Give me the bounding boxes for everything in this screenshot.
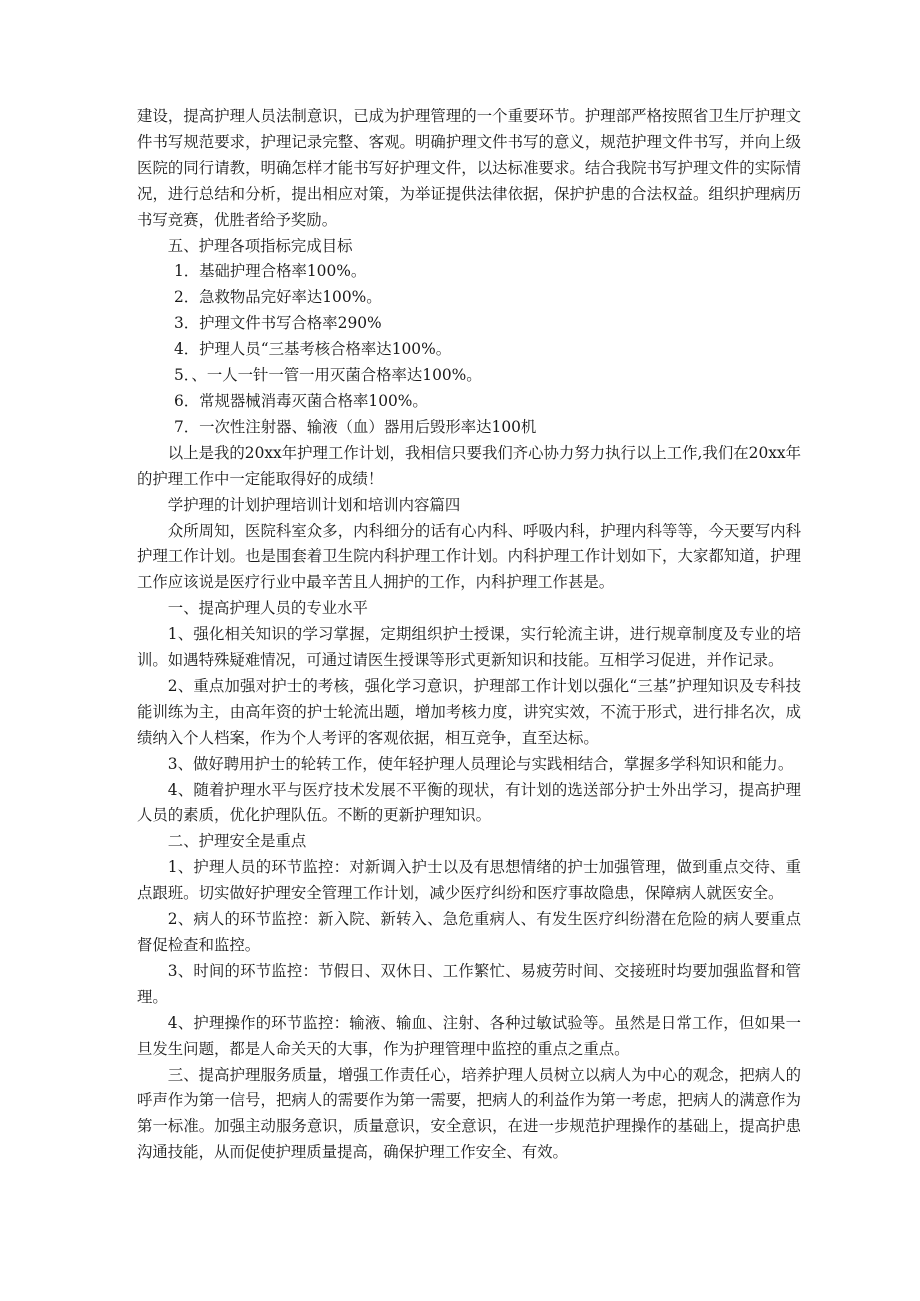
paragraph-professional-3: 3、做好聘用护士的轮转工作，使年轻护理人员理论与实践相结合，掌握多学科知识和能力。 (167, 754, 794, 773)
paragraph-safety-2: 2、病人的环节监控：新入院、新转入、急危重病人、有发生医疗纠纷潜在危险的病人要重点督促检查和监控。 (137, 910, 801, 954)
section-heading-safety: 二、护理安全是重点 (167, 832, 307, 851)
document-page (137, 104, 801, 1166)
target-item-7: 7．一次性注射器、输液（血）器用后毁形率达100机 (173, 417, 537, 436)
paragraph-conclusion: 以上是我的20xx年护理工作计划，我相信只要我们齐心协力努力执行以上工作,我们在20xx年的护理工作中一定能取得好的成绩！ (137, 443, 801, 488)
target-item-1: 1．基础护理合格率100%。 (173, 262, 367, 281)
target-item-3: 3．护理文件书写合格率290% (173, 314, 382, 333)
paragraph-safety-3: 3、时间的环节监控：节假日、双休日、工作繁忙、易疲劳时间、交接班时均要加强监督和管理。 (137, 961, 801, 1006)
target-item-2: 2．急救物品完好率达100%。 (173, 288, 382, 307)
paragraph-professional-4: 4、随着护理水平与医疗技术发展不平衡的现状，有计划的选送部分护士外出学习，提高护理人员的素质，优化护理队伍。不断的更新护理知识。 (137, 780, 801, 825)
section-heading-targets: 五、护理各项指标完成目标 (167, 236, 353, 255)
target-item-4: 4．护理人员“三基考核合格率达100%。 (173, 340, 452, 359)
target-item-6: 6．常规器械消毒灭菌合格率100%。 (173, 391, 428, 410)
section-heading-professional-level: 一、提高护理人员的专业水平 (167, 599, 368, 618)
paragraph-safety-1: 1、护理人员的环节监控：对新调入护士以及有思想情绪的护士加强管理，做到重点交待、重点跟班。切实做好护理安全管理工作计划，减少医疗纠纷和医疗事故隐患，保障病人就医安全。 (137, 858, 801, 903)
paragraph-service-quality: 三、提高护理服务质量，增强工作责任心，培养护理人员树立以病人为中心的观念，把病人的呼声作为第一信号，把病人的需要作为第一需要，把病人的利益作为第一考虑，把病人的满意作为第一标准。加强主动服务意识，质量意识，安全意识，在进一步规范护理操作的基础上，提高护患沟通技能，从而促使护理质量提高，确保护理工作安全、有效。 (137, 1065, 801, 1162)
paragraph-professional-2: 2、重点加强对护士的考核，强化学习意识，护理部工作计划以强化“三基”护理知识及专科技能训练为主，由高年资的护士轮流出题，增加考核力度，讲究实效，不流于形式，进行排名次，成绩纳入个人档案，作为个人考评的客观依据，相互竞争，直至达标。 (137, 676, 801, 747)
paragraph-safety-4: 4、护理操作的环节监控：输液、输血、注射、各种过敏试验等。虽然是日常工作，但如果一旦发生问题，都是人命关天的大事，作为护理管理中监控的重点之重点。 (137, 1013, 801, 1058)
paragraph-professional-1: 1、强化相关知识的学习掌握，定期组织护士授课，实行轮流主讲，进行规章制度及专业的培训。如遇特殊疑难情况，可通过请医生授课等形式更新知识和技能。互相学习促进，并作记录。 (137, 625, 801, 670)
paragraph-intro: 建设，提高护理人员法制意识，已成为护理管理的一个重要环节。护理部严格按照省卫生厅护理文件书写规范要求，护理记录完整、客观。明确护理文件书写的意义，规范护理文件书写，并向上级医院的同行请教，明确怎样才能书写好护理文件，以达标准要求。结合我院书写护理文件的实际情况，进行总结和分析，提出相应对策，为举证提供法律依据，保护护患的合法权益。组织护理病历书写竞赛，优胜者给予奖励。 (137, 107, 801, 229)
paragraph-article-intro: 众所周知，医院科室众多，内科细分的话有心内科、呼吸内科，护理内科等等，今天要写内科护理工作计划。也是围套着卫生院内科护理工作计划。内科护理工作计划如下，大家都知道，护理工作应该说是医疗行业中最辛苦且人拥护的工作，内科护理工作甚是。 (137, 521, 801, 592)
article-title: 学护理的计划护理培训计划和培训内容篇四 (167, 495, 461, 514)
target-item-5: 5．、一人一针一管一用灭菌合格率达100%。 (173, 366, 482, 385)
